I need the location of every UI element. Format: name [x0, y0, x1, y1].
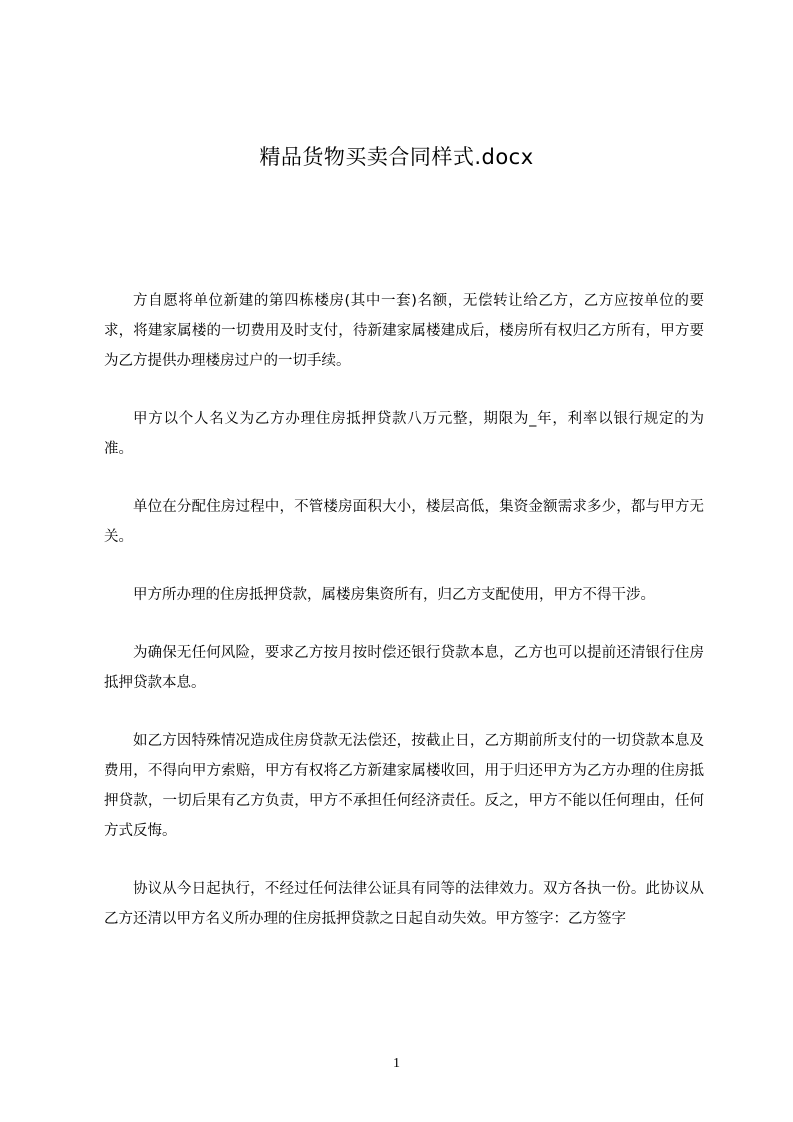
- document-body: [104, 286, 704, 962]
- paragraph-default: 如乙方因特殊情况造成住房贷款无法偿还，按截止日，乙方期前所支付的一切贷款本息及费用，不得向甲方索赔，甲方有权将乙方新建家属楼收回，用于归还甲方为乙方办理的住房抵押贷款，一切后果有乙方负责，甲方不承担任何经济责任。反之，甲方不能以任何理由，任何方式反悔。: [104, 733, 704, 839]
- document-title: 精品货物买卖合同样式.docx: [259, 145, 534, 169]
- page-number: 1: [393, 1056, 400, 1071]
- paragraph-transfer: 方自愿将单位新建的第四栋楼房(其中一套)名额，无偿转让给乙方，乙方应按单位的要求，将建家属楼的一切费用及时支付，待新建家属楼建成后，楼房所有权归乙方所有，甲方要为乙方提供办理楼房过户的一切手续。: [104, 293, 704, 369]
- paragraph-usage: 甲方所办理的住房抵押贷款，属楼房集资所有，归乙方支配使用，甲方不得干涉。: [133, 587, 655, 603]
- paragraph-allocation: 单位在分配住房过程中，不管楼房面积大小，楼层高低，集资金额需求多少，都与甲方无关。: [104, 499, 704, 545]
- paragraph-effective: 协议从今日起执行，不经过任何法律公证具有同等的法律效力。双方各执一份。此协议从乙方还清以甲方名义所办理的住房抵押贷款之日起自动失效。甲方签字：乙方签字: [104, 881, 704, 927]
- paragraph-loan: 甲方以个人名义为乙方办理住房抵押贷款八万元整，期限为_年，利率以银行规定的为准。: [104, 411, 704, 457]
- paragraph-repayment: 为确保无任何风险，要求乙方按月按时偿还银行贷款本息，乙方也可以提前还清银行住房抵押贷款本息。: [104, 645, 704, 691]
